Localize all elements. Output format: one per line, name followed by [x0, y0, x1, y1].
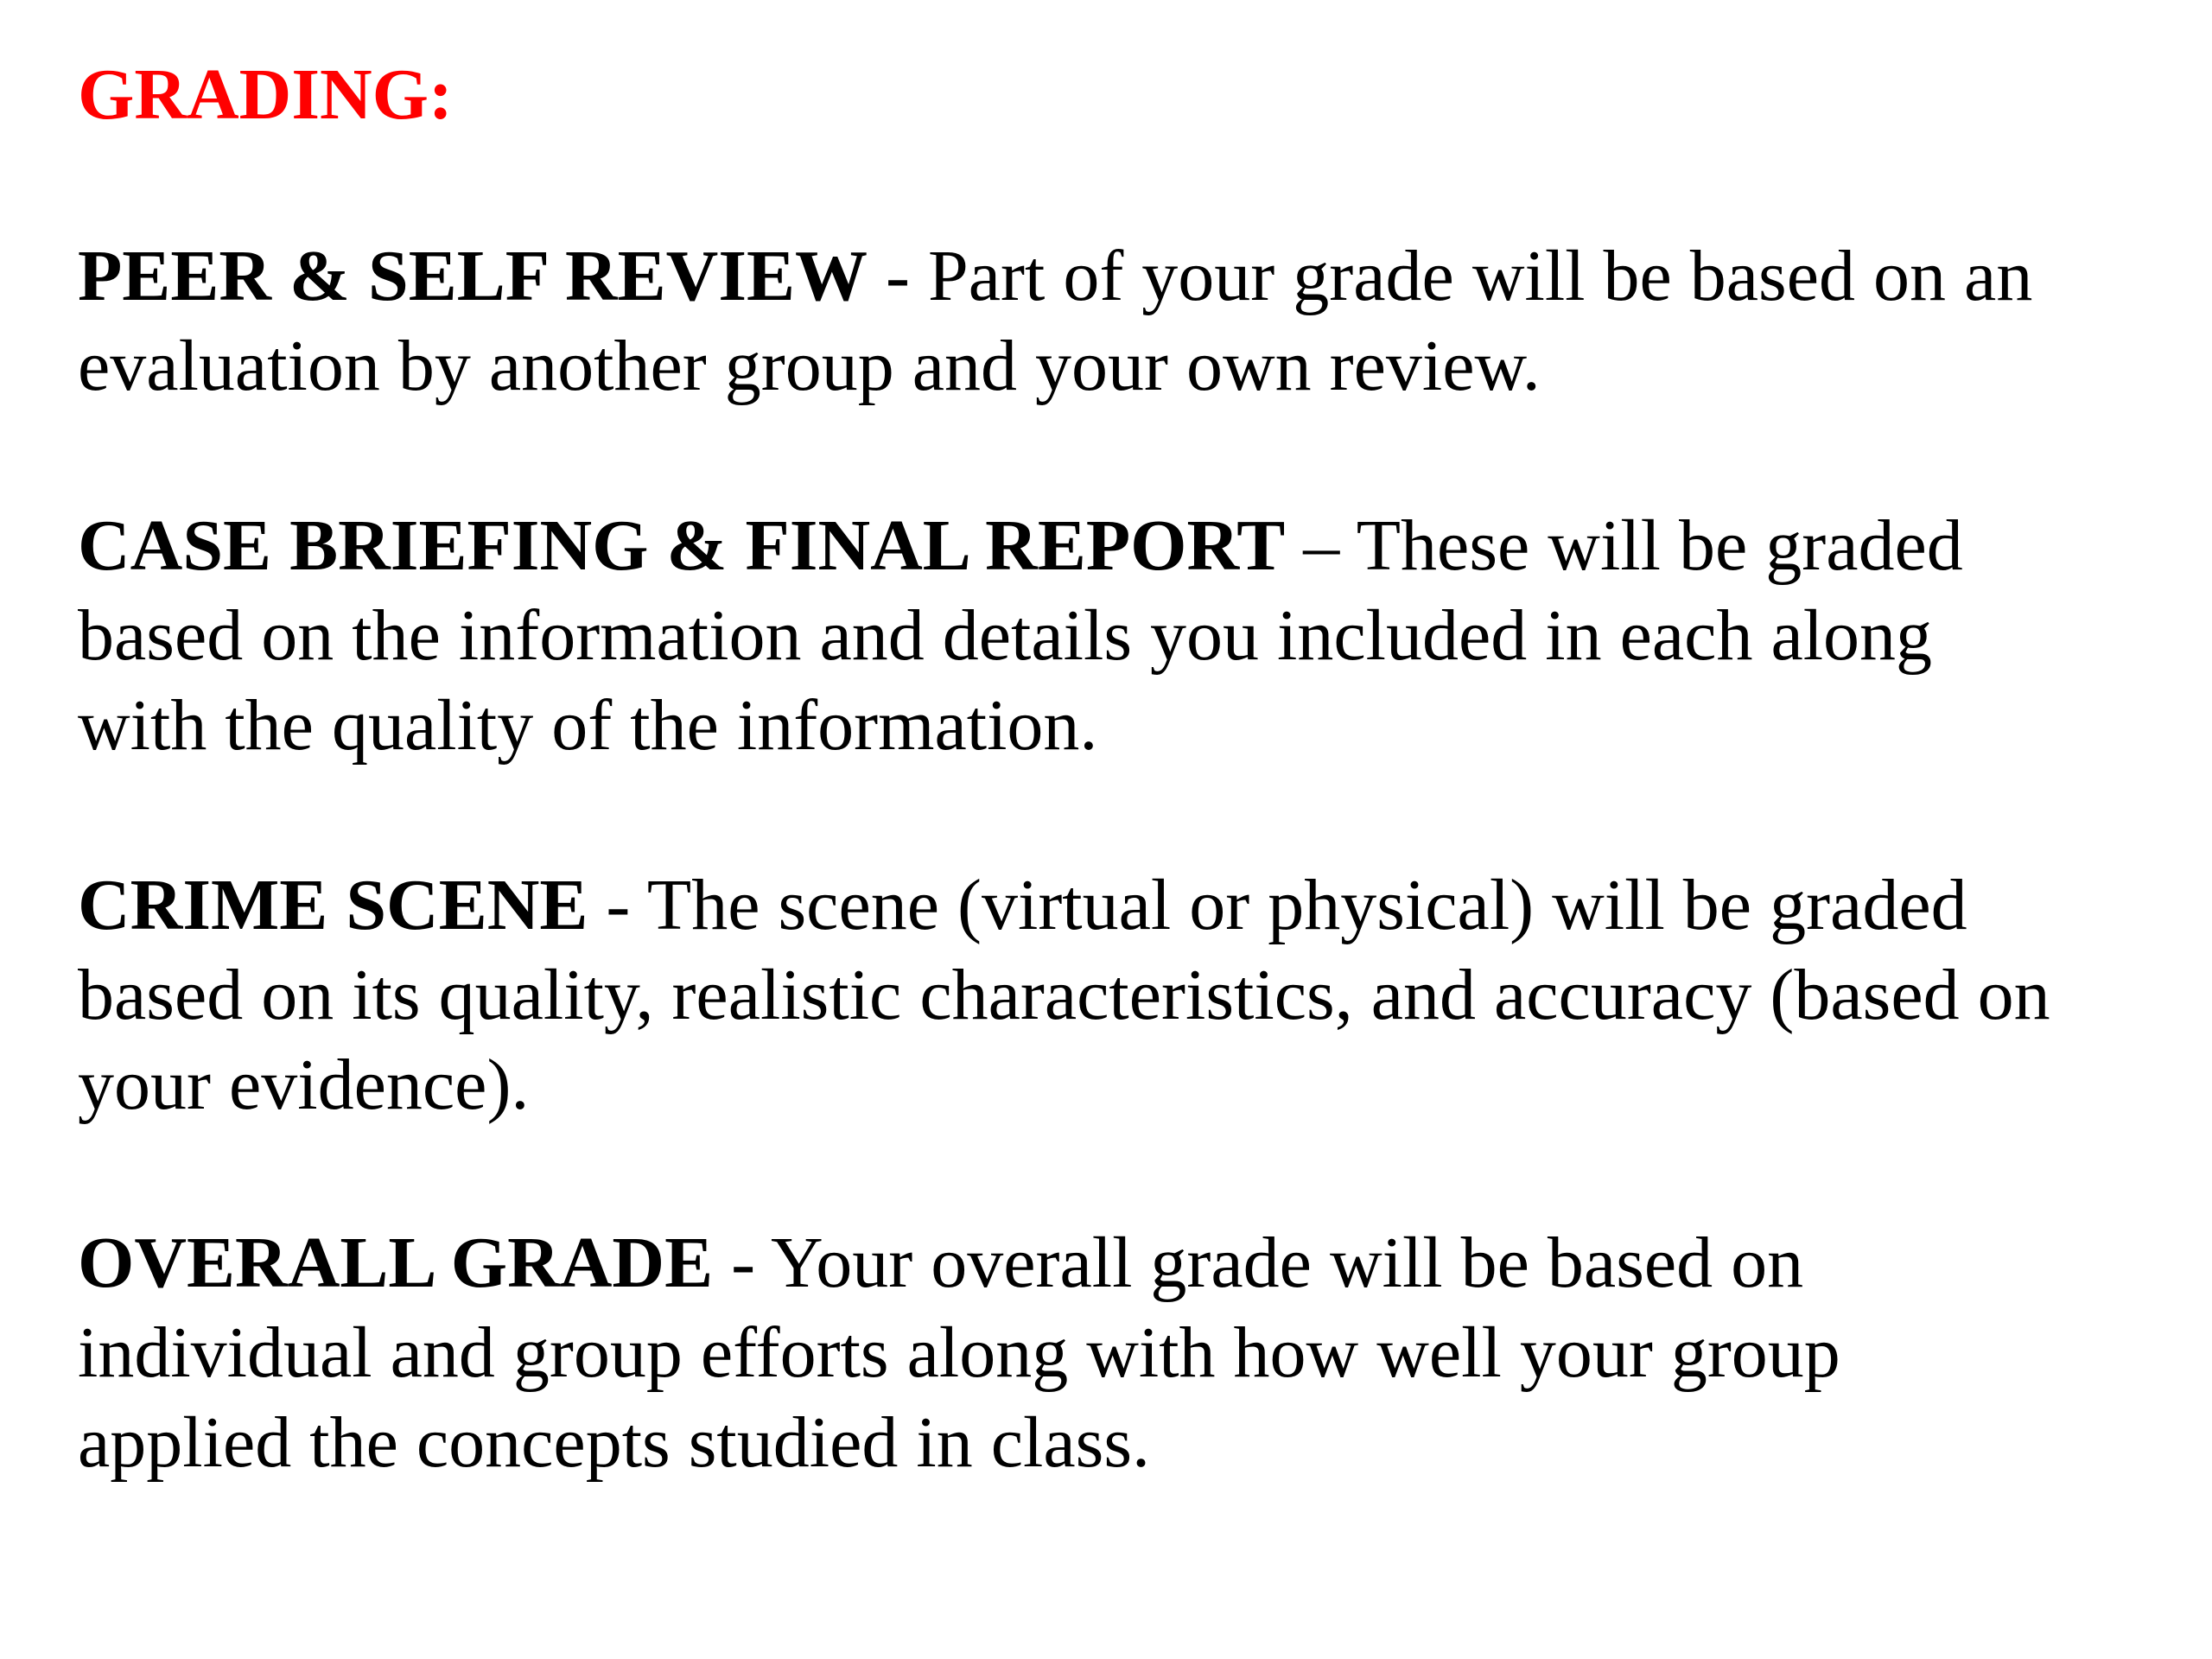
- section-text: - Part of your grade will be based on an: [868, 236, 2033, 316]
- section-line-2: individual and group efforts along with how well your group: [78, 1313, 1840, 1393]
- section-line-1: [78, 1218, 2152, 1308]
- section-case-briefing-final-report: [78, 501, 2152, 771]
- section-line-3: with the quality of the information.: [78, 685, 1098, 766]
- section-line-1: [78, 232, 2152, 321]
- section-text: - Your overall grade will be based on: [713, 1223, 1804, 1303]
- section-line-1: [78, 501, 2152, 591]
- section-overall-grade: [78, 1218, 2152, 1488]
- section-line-2: evaluation by another group and your own review.: [78, 326, 1541, 406]
- section-line-3: your evidence).: [78, 1045, 530, 1125]
- grading-heading: GRADING:: [78, 54, 453, 135]
- section-term: OVERALL GRADE: [78, 1223, 714, 1303]
- section-crime-scene: [78, 861, 2152, 1130]
- section-term: PEER & SELF REVIEW: [78, 236, 868, 316]
- section-text: – These will be graded: [1285, 505, 1963, 586]
- section-term: CASE BRIEFING & FINAL REPORT: [78, 505, 1286, 586]
- section-term: CRIME SCENE: [78, 865, 588, 945]
- section-line-1: [78, 861, 2152, 950]
- section-peer-self-review: [78, 232, 2152, 411]
- section-text: - The scene (virtual or physical) will be graded: [588, 865, 1967, 945]
- section-line-2: based on its quality, realistic characteristics, and accuracy (based on: [78, 955, 2050, 1035]
- section-line-3: applied the concepts studied in class.: [78, 1402, 1151, 1483]
- section-line-2: based on the information and details you included in each along: [78, 595, 1933, 676]
